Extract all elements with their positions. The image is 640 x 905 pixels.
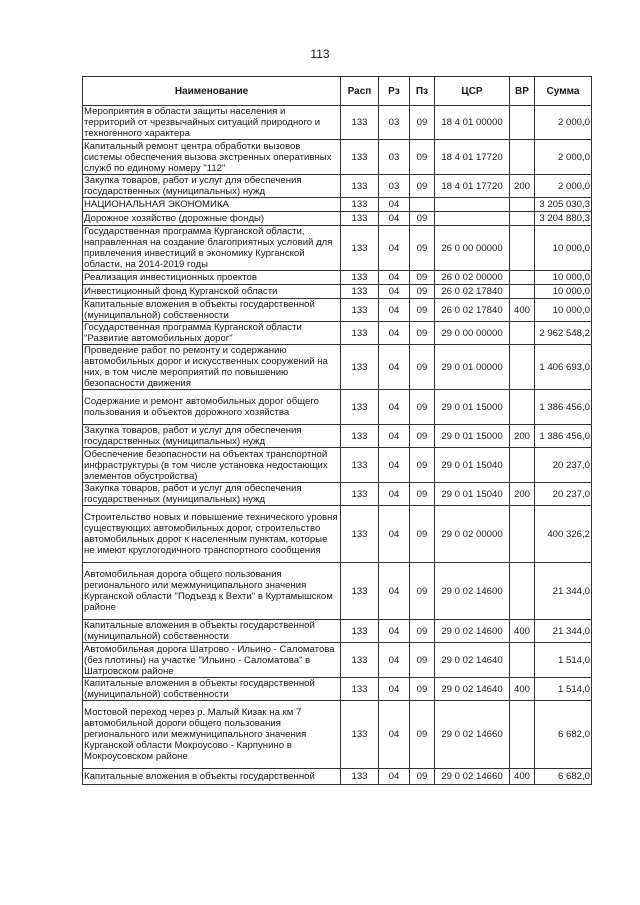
table-row (83, 212, 592, 226)
cell-csr: 29 0 01 15040 (435, 483, 510, 506)
cell-rasp: 133 (341, 285, 379, 299)
table-row (83, 448, 592, 483)
cell-sum: 20 237,0 (535, 483, 592, 506)
cell-rz: 04 (379, 678, 410, 701)
cell-rasp: 133 (341, 140, 379, 175)
cell-name: Дорожное хозяйство (дорожные фонды) (83, 212, 341, 226)
cell-rz: 04 (379, 483, 410, 506)
cell-csr: 29 0 02 00000 (435, 506, 510, 563)
cell-csr: 18 4 01 00000 (435, 106, 510, 140)
cell-rasp: 133 (341, 390, 379, 425)
cell-vr (510, 271, 535, 285)
table-header-row (83, 77, 592, 106)
cell-rz: 04 (379, 345, 410, 390)
cell-pz: 09 (410, 390, 435, 425)
cell-pz: 09 (410, 506, 435, 563)
table-row (83, 175, 592, 198)
cell-sum: 2 962 548,2 (535, 322, 592, 345)
table-body (83, 106, 592, 785)
cell-name: Капитальные вложения в объекты государственной (83, 769, 341, 785)
cell-rasp: 133 (341, 448, 379, 483)
cell-name: Государственная программа Курганской области, направленная на создание благоприятных условий для привлечения инвестиций в экономику Курганской области, на 2014-2019 годы (83, 226, 341, 271)
cell-rz: 04 (379, 769, 410, 785)
cell-sum: 10 000,0 (535, 299, 592, 322)
cell-name: Автомобильная дорога общего пользования регионального или межмуниципального значения Курганской области "Подъезд к Вехти" в Куртамышском районе (83, 563, 341, 620)
table-row (83, 198, 592, 212)
cell-vr (510, 448, 535, 483)
cell-pz: 09 (410, 769, 435, 785)
cell-rz: 03 (379, 106, 410, 140)
cell-sum: 2 000,0 (535, 175, 592, 198)
cell-name: Мероприятия в области защиты населения и территорий от чрезвычайных ситуаций природного и техногенного характера (83, 106, 341, 140)
cell-sum: 1 406 693,0 (535, 345, 592, 390)
cell-pz: 09 (410, 678, 435, 701)
cell-rz: 03 (379, 140, 410, 175)
cell-pz: 09 (410, 106, 435, 140)
cell-pz: 09 (410, 483, 435, 506)
cell-pz (410, 198, 435, 212)
cell-csr: 29 0 01 15040 (435, 448, 510, 483)
table-row (83, 345, 592, 390)
cell-rz: 04 (379, 448, 410, 483)
cell-rz: 04 (379, 506, 410, 563)
cell-sum: 10 000,0 (535, 226, 592, 271)
cell-pz: 09 (410, 563, 435, 620)
header-rz: Рз (379, 77, 410, 106)
header-csr: ЦСР (435, 77, 510, 106)
cell-rasp: 133 (341, 678, 379, 701)
cell-rasp: 133 (341, 175, 379, 198)
cell-sum: 1 514,0 (535, 643, 592, 678)
cell-csr: 29 0 02 14640 (435, 643, 510, 678)
table-row (83, 226, 592, 271)
cell-csr: 29 0 02 14660 (435, 701, 510, 769)
cell-vr: 400 (510, 769, 535, 785)
cell-name: Строительство новых и повышение технического уровня существующих автомобильных дорог, строительство автомобильных дорог к населенным пунктам, которые не имеют круглогодичного транспортного сообщения (83, 506, 341, 563)
table-row (83, 483, 592, 506)
table-row (83, 140, 592, 175)
cell-vr (510, 701, 535, 769)
cell-name: Капитальные вложения в объекты государственной (муниципальной) собственности (83, 678, 341, 701)
cell-csr: 26 0 02 17840 (435, 299, 510, 322)
cell-rz: 04 (379, 285, 410, 299)
cell-csr: 29 0 02 14640 (435, 678, 510, 701)
cell-csr (435, 212, 510, 226)
cell-vr (510, 390, 535, 425)
table-row (83, 563, 592, 620)
cell-sum: 10 000,0 (535, 285, 592, 299)
cell-rasp: 133 (341, 212, 379, 226)
cell-vr (510, 212, 535, 226)
cell-vr (510, 345, 535, 390)
cell-rz: 04 (379, 701, 410, 769)
cell-rasp: 133 (341, 322, 379, 345)
table-row (83, 643, 592, 678)
cell-pz: 09 (410, 345, 435, 390)
cell-name: НАЦИОНАЛЬНАЯ ЭКОНОМИКА (83, 198, 341, 212)
cell-rz: 04 (379, 620, 410, 643)
cell-name: Обеспечение безопасности на объектах транспортной инфраструктуры (в том числе установка недостающих элементов обустройства) (83, 448, 341, 483)
table-row (83, 701, 592, 769)
cell-rasp: 133 (341, 198, 379, 212)
cell-rz: 04 (379, 198, 410, 212)
cell-name: Проведение работ по ремонту и содержанию автомобильных дорог и искусственных сооружений на них, в том числе мероприятий по повышению безопасности движения (83, 345, 341, 390)
cell-rasp: 133 (341, 425, 379, 448)
cell-sum: 20 237,0 (535, 448, 592, 483)
cell-rasp: 133 (341, 226, 379, 271)
cell-rz: 04 (379, 212, 410, 226)
cell-rz: 03 (379, 175, 410, 198)
cell-csr: 29 0 01 00000 (435, 345, 510, 390)
cell-rasp: 133 (341, 345, 379, 390)
cell-vr: 400 (510, 678, 535, 701)
table-row (83, 285, 592, 299)
table-row (83, 769, 592, 785)
cell-name: Закупка товаров, работ и услуг для обеспечения государственных (муниципальных) нужд (83, 175, 341, 198)
cell-vr (510, 198, 535, 212)
cell-csr (435, 198, 510, 212)
cell-name: Инвестиционный фонд Курганской области (83, 285, 341, 299)
cell-sum: 400 326,2 (535, 506, 592, 563)
cell-pz: 09 (410, 271, 435, 285)
header-pz: Пз (410, 77, 435, 106)
header-sum: Сумма (535, 77, 592, 106)
cell-sum: 21 344,0 (535, 620, 592, 643)
cell-pz: 09 (410, 701, 435, 769)
table-row (83, 299, 592, 322)
cell-sum: 2 000,0 (535, 106, 592, 140)
cell-pz: 09 (410, 140, 435, 175)
cell-name: Закупка товаров, работ и услуг для обеспечения государственных (муниципальных) нужд (83, 483, 341, 506)
cell-name: Капитальный ремонт центра обработки вызовов системы обеспечения вызова экстренных оперативных служб по единому номеру "112" (83, 140, 341, 175)
cell-sum: 10 000,0 (535, 271, 592, 285)
cell-vr (510, 322, 535, 345)
cell-csr: 29 0 00 00000 (435, 322, 510, 345)
header-vr: ВР (510, 77, 535, 106)
page-number: 113 (310, 47, 330, 61)
table-row (83, 620, 592, 643)
cell-rasp: 133 (341, 506, 379, 563)
cell-vr (510, 506, 535, 563)
cell-name: Государственная программа Курганской области "Развитие автомобильных дорог" (83, 322, 341, 345)
table-row (83, 322, 592, 345)
cell-csr: 29 0 01 15000 (435, 425, 510, 448)
cell-name: Мостовой переход через р. Малый Кизак на км 7 автомобильной дороги общего пользования регионального или межмуниципального значения Курганской области Мокроусово - Карпунино в Мокроусовском районе (83, 701, 341, 769)
cell-rasp: 133 (341, 106, 379, 140)
cell-rz: 04 (379, 299, 410, 322)
header-name: Наименование (83, 77, 341, 106)
cell-vr (510, 140, 535, 175)
cell-sum: 6 682,0 (535, 769, 592, 785)
cell-vr: 400 (510, 299, 535, 322)
cell-rasp: 133 (341, 643, 379, 678)
table-row (83, 106, 592, 140)
cell-pz: 09 (410, 448, 435, 483)
cell-rz: 04 (379, 226, 410, 271)
cell-sum: 3 204 880,3 (535, 212, 592, 226)
cell-vr (510, 285, 535, 299)
cell-pz: 09 (410, 226, 435, 271)
cell-pz: 09 (410, 643, 435, 678)
cell-vr: 200 (510, 483, 535, 506)
cell-rasp: 133 (341, 299, 379, 322)
cell-sum: 1 386 456,0 (535, 390, 592, 425)
cell-rasp: 133 (341, 563, 379, 620)
cell-sum: 2 000,0 (535, 140, 592, 175)
header-rasp: Расп (341, 77, 379, 106)
cell-name: Автомобильная дорога Шатрово - Ильино - Саломатова (без плотины) на участке "Ильино - Саломатова" в Шатровском районе (83, 643, 341, 678)
cell-sum: 1 386 456,0 (535, 425, 592, 448)
cell-rasp: 133 (341, 271, 379, 285)
cell-csr: 26 0 02 00000 (435, 271, 510, 285)
cell-name: Капитальные вложения в объекты государственной (муниципальной) собственности (83, 299, 341, 322)
cell-rasp: 133 (341, 769, 379, 785)
cell-csr: 18 4 01 17720 (435, 175, 510, 198)
cell-name: Реализация инвестиционных проектов (83, 271, 341, 285)
cell-sum: 3 205 030,3 (535, 198, 592, 212)
cell-sum: 21 344,0 (535, 563, 592, 620)
cell-pz: 09 (410, 425, 435, 448)
cell-vr: 200 (510, 175, 535, 198)
cell-name: Содержание и ремонт автомобильных дорог общего пользования и объектов дорожного хозяйства (83, 390, 341, 425)
cell-name: Закупка товаров, работ и услуг для обеспечения государственных (муниципальных) нужд (83, 425, 341, 448)
cell-pz: 09 (410, 322, 435, 345)
cell-csr: 29 0 02 14600 (435, 563, 510, 620)
cell-vr (510, 226, 535, 271)
cell-pz: 09 (410, 285, 435, 299)
cell-vr: 200 (510, 425, 535, 448)
cell-rz: 04 (379, 322, 410, 345)
cell-vr (510, 643, 535, 678)
cell-sum: 1 514,0 (535, 678, 592, 701)
cell-sum: 6 682,0 (535, 701, 592, 769)
cell-rasp: 133 (341, 701, 379, 769)
cell-rz: 04 (379, 563, 410, 620)
cell-rasp: 133 (341, 483, 379, 506)
cell-pz: 09 (410, 620, 435, 643)
cell-csr: 18 4 01 17720 (435, 140, 510, 175)
cell-csr: 26 0 00 00000 (435, 226, 510, 271)
budget-table (82, 76, 592, 785)
table-row (83, 425, 592, 448)
cell-vr (510, 563, 535, 620)
cell-vr: 400 (510, 620, 535, 643)
cell-name: Капитальные вложения в объекты государственной (муниципальной) собственности (83, 620, 341, 643)
table-row (83, 390, 592, 425)
table-row (83, 678, 592, 701)
cell-rz: 04 (379, 643, 410, 678)
cell-rz: 04 (379, 425, 410, 448)
table-row (83, 271, 592, 285)
cell-csr: 29 0 02 14600 (435, 620, 510, 643)
table-row (83, 506, 592, 563)
cell-pz: 09 (410, 299, 435, 322)
cell-csr: 29 0 02 14660 (435, 769, 510, 785)
cell-csr: 29 0 01 15000 (435, 390, 510, 425)
cell-vr (510, 106, 535, 140)
cell-rz: 04 (379, 390, 410, 425)
cell-rasp: 133 (341, 620, 379, 643)
cell-pz: 09 (410, 175, 435, 198)
cell-pz: 09 (410, 212, 435, 226)
cell-rz: 04 (379, 271, 410, 285)
cell-csr: 26 0 02 17840 (435, 285, 510, 299)
